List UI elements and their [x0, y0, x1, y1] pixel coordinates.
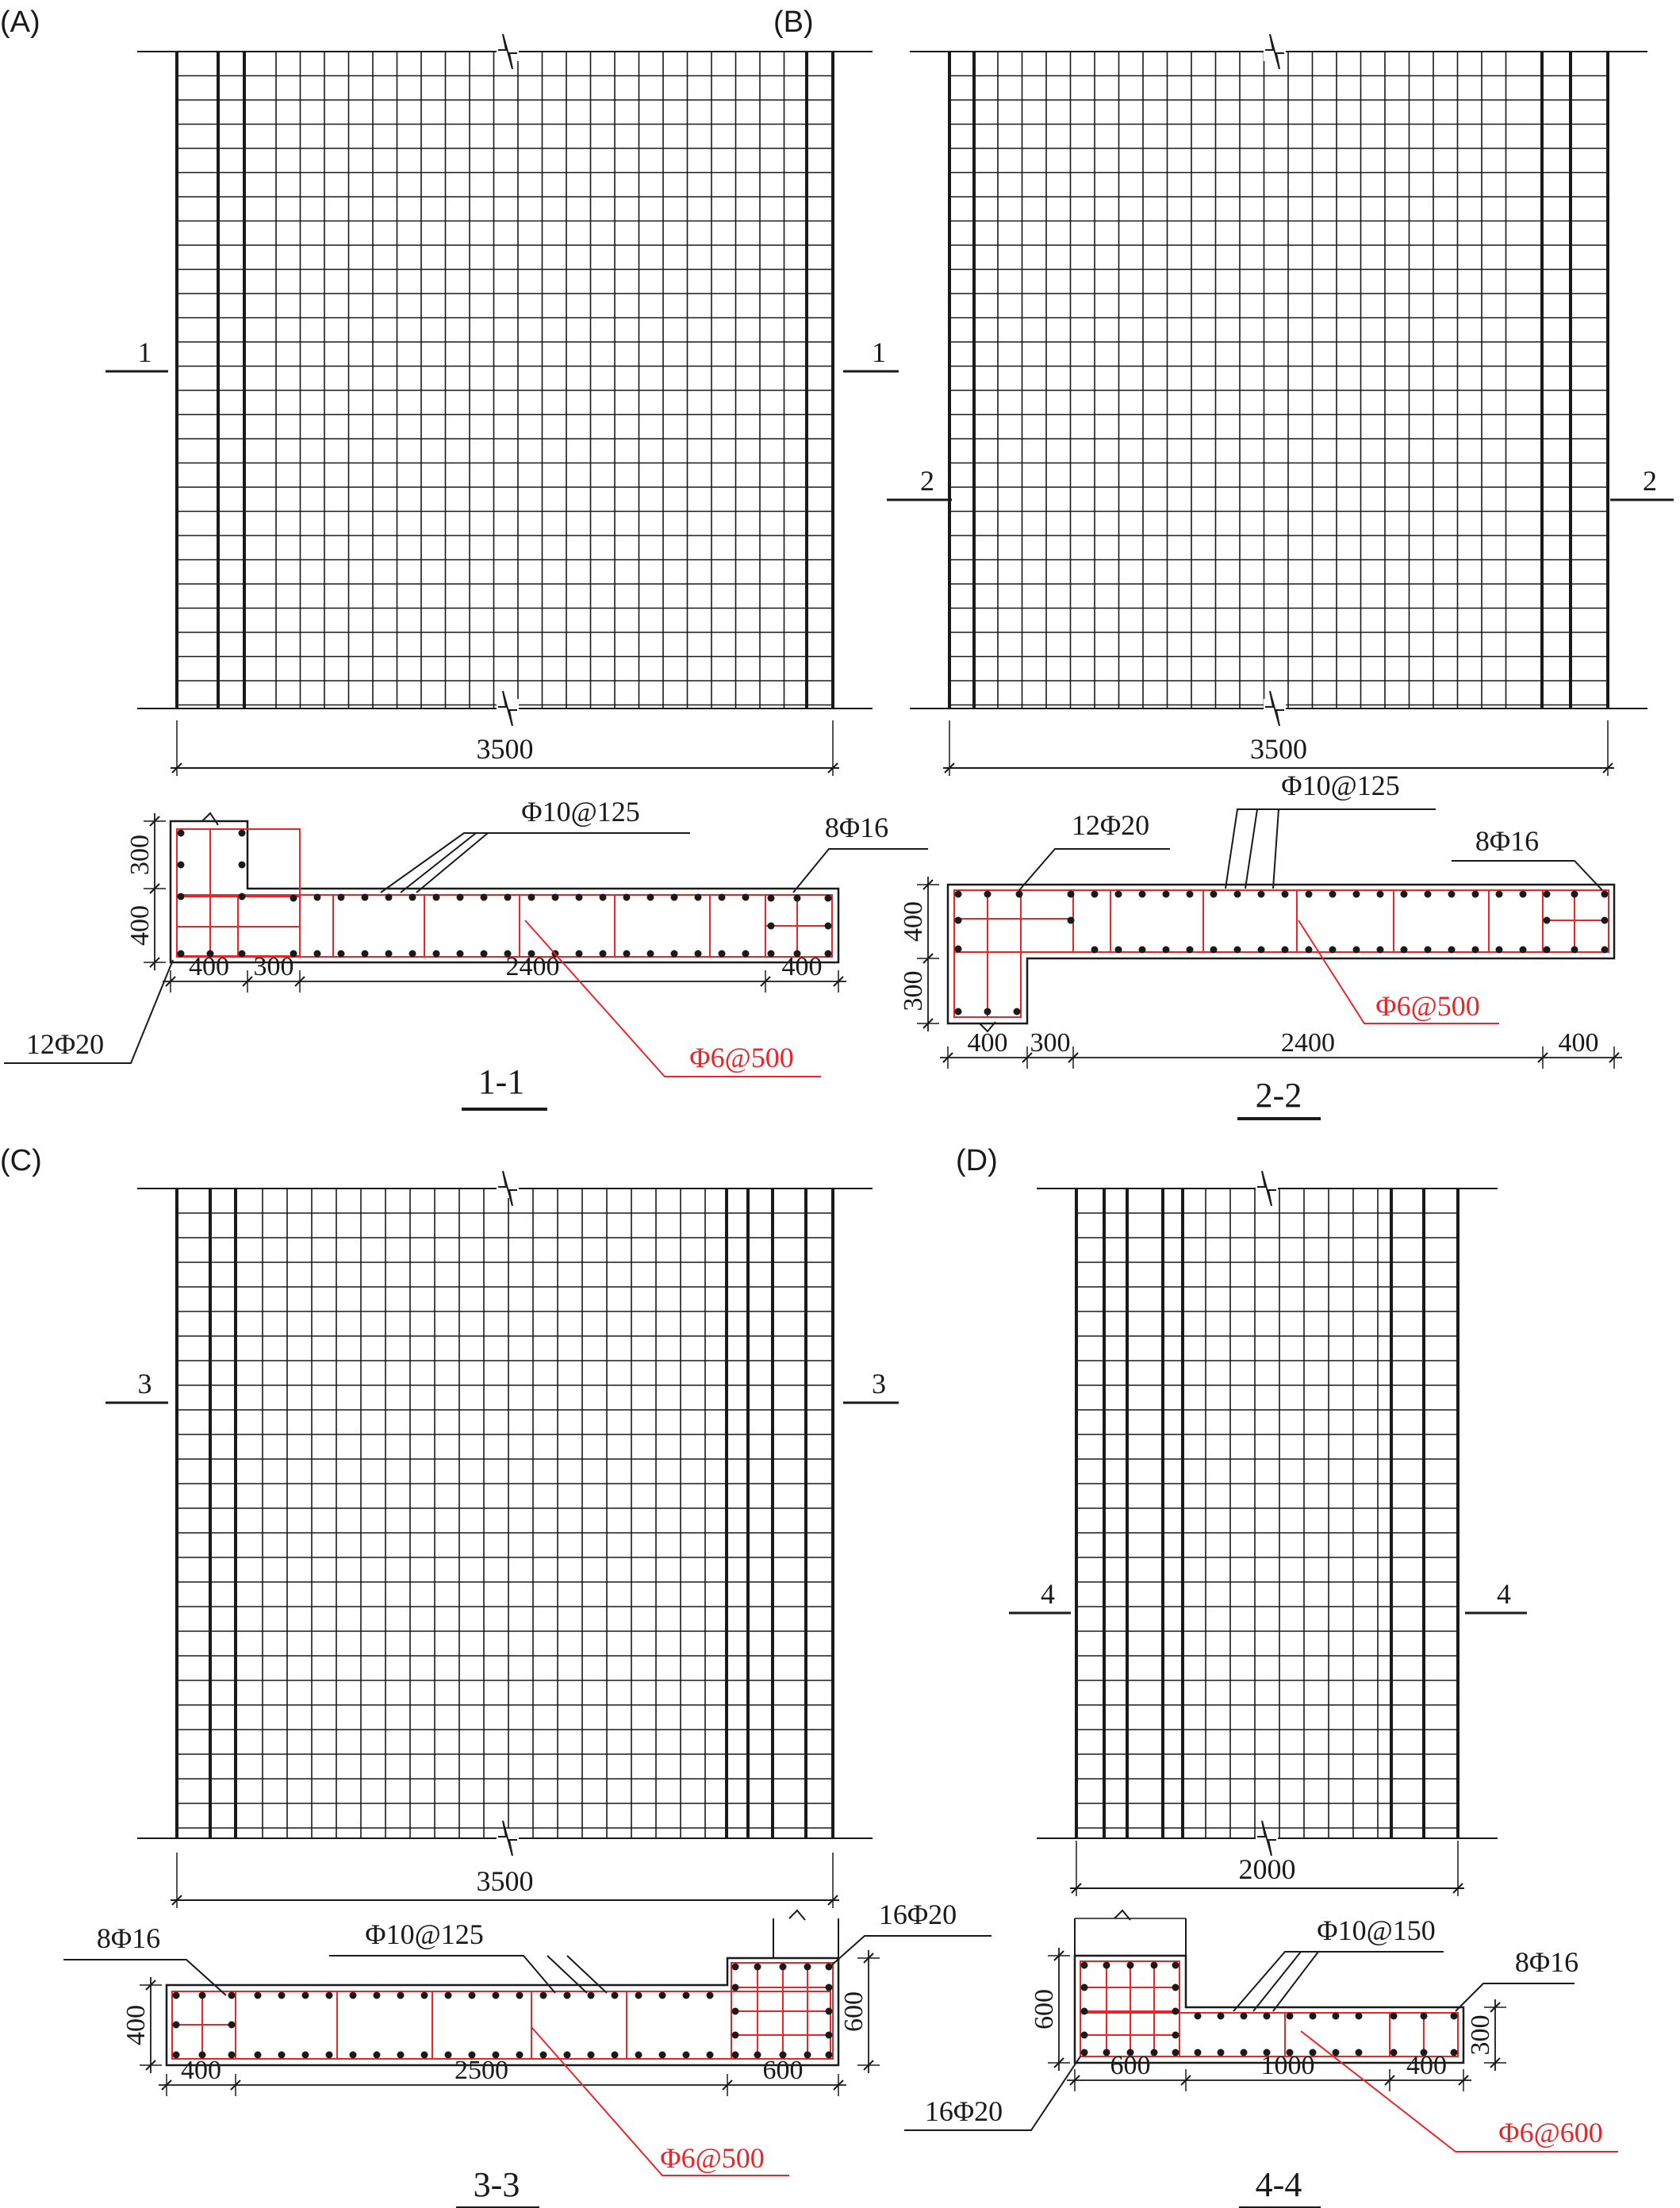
- section-dimension: 300: [125, 835, 155, 875]
- tie-annotation: Φ6@500: [1375, 990, 1480, 1022]
- rebar-dot: [173, 2022, 180, 2029]
- rebar-dot: [754, 2052, 761, 2059]
- rebar-dot: [540, 1992, 547, 1999]
- rebar-dot: [1353, 947, 1360, 954]
- rebar-dot: [588, 1992, 595, 1999]
- rebar-dot: [600, 950, 607, 958]
- rebar-dot: [1356, 2013, 1363, 2020]
- section-dimension: 600: [839, 1991, 869, 2032]
- rebar-dot: [1353, 891, 1360, 898]
- section-outline: [948, 885, 1614, 1023]
- rebar-dot: [278, 1992, 286, 1999]
- elevation-panel: [1009, 1171, 1527, 1896]
- rebar-dot: [1448, 947, 1456, 954]
- leader-line: [1225, 809, 1436, 889]
- rebar-dot: [623, 950, 631, 958]
- rebar-dot: [768, 895, 775, 902]
- leader-line: [1273, 809, 1279, 889]
- rebar-dot: [1306, 947, 1313, 954]
- leader-line: [401, 833, 476, 893]
- rebar-dot: [612, 1992, 619, 1999]
- rebar-dot: [1571, 891, 1578, 898]
- section-dimension: 400: [1558, 1028, 1599, 1058]
- rebar-dot: [671, 950, 678, 958]
- rebar-dot: [659, 1992, 666, 1999]
- rebar-dot: [338, 950, 345, 958]
- rebar-dot: [493, 1992, 500, 1999]
- leader-line: [1245, 809, 1257, 889]
- rebar-dot: [1601, 891, 1609, 898]
- rebar-dot: [302, 1992, 309, 1999]
- cut-mark-label: 4: [1497, 1578, 1511, 1610]
- rebar-dot: [374, 1992, 381, 1999]
- section-dimension: 300: [899, 970, 928, 1012]
- rebar-dot: [955, 891, 962, 898]
- rebar-dot: [1310, 2013, 1317, 2020]
- rebar-dot: [516, 1992, 524, 1999]
- rebar-dot: [564, 1992, 571, 1999]
- rebar-dot: [469, 1992, 476, 1999]
- panel-label: (A): [0, 6, 40, 39]
- rebar-dot: [768, 950, 775, 958]
- rebar-dot: [826, 2032, 833, 2039]
- rebar-dot: [826, 2008, 833, 2015]
- rebar-dot: [804, 2052, 811, 2059]
- rebar-dot: [421, 2052, 428, 2059]
- section-dimension: 400: [125, 905, 155, 946]
- rebar-annotation: 16Φ20: [878, 1899, 957, 1930]
- elevation-panel: [105, 34, 899, 776]
- rebar-dot: [228, 1992, 236, 1999]
- rebar-dot: [528, 894, 535, 901]
- section-dimension: 400: [181, 2056, 221, 2085]
- width-dimension: 3500: [1250, 733, 1307, 765]
- rebar-dot: [228, 2052, 236, 2059]
- rebar-dot: [362, 950, 369, 958]
- rebar-dot: [504, 894, 512, 901]
- rebar-dot: [742, 950, 750, 958]
- rebar-dot: [647, 950, 654, 958]
- rebar-dot: [173, 1992, 180, 1999]
- rebar-dot: [659, 2052, 666, 2059]
- section-title: 1-1: [478, 1062, 525, 1101]
- rebar-dot: [1333, 2049, 1340, 2056]
- rebar-dot: [1287, 2013, 1294, 2020]
- rebar-dot: [825, 923, 832, 930]
- section-dimension: 2400: [505, 952, 560, 981]
- rebar-dot: [385, 894, 393, 901]
- section-dimension: 600: [1030, 1989, 1059, 2029]
- rebar-dot: [1241, 2013, 1248, 2020]
- rebar-dot: [178, 893, 185, 900]
- stirrup: [954, 890, 1073, 952]
- section-dimension: 1000: [1260, 2051, 1315, 2080]
- rebar-annotation: 8Φ16: [824, 812, 889, 843]
- rebar-dot: [1172, 2032, 1179, 2039]
- rebar-dot: [1451, 2013, 1458, 2020]
- section-outline: [171, 821, 838, 962]
- rebar-dot: [445, 1992, 452, 1999]
- rebar-annotation: Φ10@125: [1281, 770, 1400, 801]
- panel-label: (B): [773, 6, 814, 39]
- elevation-panel: [105, 1171, 899, 1908]
- cut-mark-label: 2: [920, 465, 934, 497]
- rebar-dot: [1390, 2013, 1398, 2020]
- rebar-dot: [635, 2052, 642, 2059]
- cut-mark-label: 1: [872, 336, 886, 368]
- rebar-dot: [683, 2052, 690, 2059]
- rebar-dot: [397, 2052, 405, 2059]
- leader-line: [793, 849, 928, 893]
- section-dimension: 400: [121, 2005, 151, 2045]
- rebar-annotation: 12Φ20: [25, 1028, 105, 1060]
- rebar-dot: [314, 894, 321, 901]
- rebar-dot: [955, 917, 962, 924]
- section-dimension: 600: [762, 2056, 804, 2085]
- cut-mark-label: 3: [137, 1368, 152, 1400]
- rebar-annotation: 8Φ16: [96, 1922, 161, 1954]
- rebar-dot: [255, 2052, 262, 2059]
- rebar-dot: [1306, 891, 1313, 898]
- rebar-dot: [955, 1008, 962, 1016]
- rebar-dot: [1163, 947, 1170, 954]
- rebar-dot: [1264, 2013, 1271, 2020]
- rebar-dot: [385, 950, 393, 958]
- rebar-dot: [635, 1992, 642, 1999]
- rebar-dot: [326, 1992, 333, 1999]
- rebar-dot: [1425, 891, 1432, 898]
- rebar-dot: [804, 1964, 811, 1971]
- rebar-dot: [552, 894, 559, 901]
- cut-mark-label: 2: [1643, 465, 1657, 497]
- cut-mark-label: 3: [872, 1368, 886, 1400]
- rebar-dot: [1081, 2049, 1088, 2056]
- rebar-dot: [1081, 1962, 1088, 1969]
- rebar-dot: [1151, 1962, 1158, 1969]
- rebar-dot: [1544, 891, 1551, 898]
- rebar-dot: [1258, 947, 1265, 954]
- rebar-dot: [732, 2008, 739, 2015]
- rebar-dot: [239, 893, 246, 900]
- rebar-dot: [1472, 947, 1479, 954]
- rebar-dot: [1571, 947, 1578, 954]
- width-dimension: 3500: [476, 1865, 534, 1897]
- rebar-dot: [290, 895, 297, 902]
- cut-mark-label: 1: [137, 336, 152, 368]
- rebar-dot: [1234, 891, 1241, 898]
- section-title: 4-4: [1255, 2165, 1302, 2204]
- width-dimension: 2000: [1238, 1853, 1296, 1885]
- panel-label: (D): [956, 1144, 998, 1177]
- rebar-dot: [1016, 891, 1023, 898]
- rebar-dot: [1377, 947, 1384, 954]
- rebar-dot: [255, 1992, 262, 1999]
- rebar-dot: [481, 894, 488, 901]
- rebar-dot: [326, 2052, 333, 2059]
- rebar-dot: [228, 2022, 236, 2029]
- leader-line: [829, 1936, 992, 1968]
- rebar-annotation: Φ10@150: [1317, 1914, 1436, 1946]
- rebar-dot: [409, 950, 416, 958]
- rebar-dot: [1103, 2049, 1110, 2056]
- rebar-dot: [1172, 1984, 1179, 1991]
- rebar-dot: [1282, 947, 1289, 954]
- rebar-dot: [1377, 891, 1384, 898]
- tie-annotation: Φ6@500: [660, 2142, 765, 2174]
- rebar-dot: [1151, 2049, 1158, 2056]
- rebar-dot: [314, 950, 321, 958]
- rebar-dot: [1496, 891, 1503, 898]
- rebar-dot: [1282, 891, 1289, 898]
- stirrup: [954, 890, 1609, 952]
- rebar-dot: [516, 2052, 524, 2059]
- rebar-dot: [1472, 891, 1479, 898]
- rebar-dot: [1401, 891, 1408, 898]
- leader-line: [1456, 1983, 1575, 2011]
- rebar-dot: [600, 894, 607, 901]
- leader-line: [63, 1960, 226, 1995]
- rebar-dot: [683, 1992, 690, 1999]
- rebar-dot: [1139, 947, 1146, 954]
- section-title: 3-3: [473, 2165, 520, 2204]
- rebar-dot: [540, 2052, 547, 2059]
- rebar-dot: [1258, 891, 1265, 898]
- rebar-dot: [1451, 2049, 1458, 2056]
- rebar-dot: [1187, 947, 1194, 954]
- elevation-panel: [887, 34, 1674, 776]
- rebar-dot: [780, 1964, 787, 1971]
- rebar-dot: [1014, 1008, 1021, 1016]
- rebar-dot: [576, 950, 583, 958]
- rebar-dot: [421, 1992, 428, 1999]
- rebar-annotation: 8Φ16: [1475, 825, 1540, 857]
- rebar-dot: [178, 830, 185, 837]
- rebar-dot: [695, 950, 702, 958]
- section-title: 2-2: [1255, 1076, 1302, 1115]
- rebar-annotation: Φ10@125: [521, 796, 640, 828]
- section-dimension: 300: [1466, 2014, 1495, 2056]
- rebar-dot: [742, 894, 750, 901]
- rebar-dot: [1091, 947, 1099, 954]
- leader-line: [547, 1956, 587, 1993]
- leader-line: [1273, 1952, 1318, 2011]
- section-dimension: 400: [967, 1028, 1008, 1058]
- rebar-dot: [239, 950, 246, 958]
- section-dimension: 2500: [455, 2056, 508, 2085]
- rebar-dot: [350, 1992, 357, 1999]
- rebar-dot: [1234, 947, 1241, 954]
- rebar-dot: [768, 923, 775, 930]
- rebar-dot: [1520, 891, 1527, 898]
- rebar-dot: [445, 2052, 452, 2059]
- tie-annotation: Φ6@600: [1498, 2117, 1603, 2148]
- rebar-dot: [1187, 891, 1194, 898]
- rebar-dot: [1210, 891, 1218, 898]
- rebar-dot: [1544, 947, 1551, 954]
- section-dimension: 2400: [1281, 1028, 1335, 1058]
- rebar-dot: [955, 946, 962, 953]
- rebar-dot: [350, 2052, 357, 2059]
- rebar-dot: [825, 950, 832, 958]
- drawing-labels: [0, 6, 1657, 2204]
- rebar-dot: [647, 894, 654, 901]
- rebar-dot: [707, 1992, 714, 1999]
- rebar-dot: [1195, 2013, 1202, 2020]
- rebar-dot: [374, 2052, 381, 2059]
- wall-elevations: [105, 34, 1674, 1908]
- leader-line: [1233, 1952, 1444, 2011]
- rebar-dot: [1163, 891, 1170, 898]
- rebar-dot: [732, 1964, 739, 1971]
- rebar-dot: [576, 894, 583, 901]
- rebar-dot: [826, 1984, 833, 1991]
- rebar-dot: [1421, 2013, 1428, 2020]
- section-dimension: 600: [1110, 2051, 1151, 2080]
- rebar-dot: [1081, 2032, 1088, 2039]
- leader-line: [567, 1956, 607, 1993]
- rebar-dot: [1390, 2049, 1398, 2056]
- rebar-dot: [671, 894, 678, 901]
- rebar-dot: [1195, 2049, 1202, 2056]
- rebar-dot: [1356, 2049, 1363, 2056]
- rebar-dot: [695, 894, 702, 901]
- rebar-dot: [719, 950, 726, 958]
- rebar-dot: [1333, 2013, 1340, 2020]
- tie-annotation: Φ6@500: [689, 1042, 794, 1073]
- rebar-dot: [1601, 917, 1609, 924]
- rebar-dot: [239, 830, 246, 837]
- rebar-dot: [754, 1964, 761, 1971]
- leader-line: [1452, 861, 1602, 890]
- rebar-dot: [1172, 2008, 1179, 2015]
- rebar-dot: [278, 2052, 286, 2059]
- rebar-dot: [1139, 891, 1146, 898]
- section-outline: [1075, 1956, 1463, 2063]
- rebar-dot: [173, 2052, 180, 2059]
- rebar-dot: [1401, 947, 1408, 954]
- rebar-dot: [1425, 947, 1432, 954]
- rebar-dot: [1068, 891, 1075, 898]
- rebar-dot: [1601, 947, 1609, 954]
- rebar-dot: [481, 950, 488, 958]
- rebar-dot: [338, 894, 345, 901]
- rebar-dot: [1103, 1962, 1110, 1969]
- rebar-dot: [433, 894, 440, 901]
- rebar-dot: [732, 1984, 739, 1991]
- rebar-dot: [707, 2052, 714, 2059]
- section-dimension: 400: [899, 901, 928, 942]
- rebar-dot: [588, 2052, 595, 2059]
- rebar-dot: [1091, 891, 1099, 898]
- rebar-dot: [457, 950, 464, 958]
- rebar-dot: [1081, 1984, 1088, 1991]
- rebar-dot: [984, 1008, 992, 1016]
- rebar-dot: [1068, 917, 1075, 924]
- rebar-dot: [794, 895, 801, 902]
- rebar-dot: [564, 2052, 571, 2059]
- rebar-dot: [1329, 891, 1337, 898]
- rebar-dot: [433, 950, 440, 958]
- rebar-dot: [826, 2052, 833, 2059]
- rebar-dot: [409, 894, 416, 901]
- rebar-dot: [732, 2032, 739, 2039]
- rebar-dot: [719, 894, 726, 901]
- rebar-dot: [612, 2052, 619, 2059]
- rebar-dot: [178, 950, 185, 958]
- rebar-dot: [1218, 2049, 1225, 2056]
- rebar-dot: [1496, 947, 1503, 954]
- section-dimension: 400: [1406, 2051, 1447, 2080]
- leader-line: [329, 1956, 555, 1993]
- rebar-dot: [1172, 2049, 1179, 2056]
- cut-mark-label: 4: [1041, 1578, 1055, 1610]
- rebar-annotation: Φ10@125: [365, 1918, 484, 1950]
- rebar-dot: [1520, 947, 1527, 954]
- rebar-dot: [623, 894, 631, 901]
- rebar-dot: [1210, 947, 1218, 954]
- rebar-dot: [302, 2052, 309, 2059]
- rebar-dot: [1241, 2049, 1248, 2056]
- rebar-dot: [732, 2052, 739, 2059]
- rebar-dot: [1172, 1962, 1179, 1969]
- rebar-dot: [397, 1992, 405, 1999]
- rebar-dot: [239, 862, 246, 869]
- rebar-dot: [199, 1992, 206, 1999]
- rebar-annotation: 8Φ16: [1514, 1946, 1579, 1978]
- rebar-annotation: 12Φ20: [1071, 809, 1150, 841]
- panel-label: (C): [0, 1144, 42, 1177]
- rebar-annotation: 16Φ20: [924, 2095, 1003, 2127]
- rebar-dot: [984, 891, 992, 898]
- rebar-dot: [362, 894, 369, 901]
- rebar-dot: [1115, 947, 1122, 954]
- rebar-dot: [1127, 1962, 1134, 1969]
- width-dimension: 3500: [476, 733, 534, 765]
- section-dimension: 400: [781, 952, 823, 981]
- rebar-dot: [1448, 891, 1456, 898]
- rebar-dot: [178, 862, 185, 869]
- rebar-dot: [1218, 2013, 1225, 2020]
- section-dimension: 400: [189, 952, 229, 981]
- section-dimension: 300: [253, 952, 294, 981]
- break-symbol: [202, 813, 218, 825]
- rebar-dot: [1329, 947, 1337, 954]
- rebar-dot: [1115, 891, 1122, 898]
- break-symbol: [789, 1910, 805, 1920]
- rebar-dot: [457, 894, 464, 901]
- rebar-dot: [825, 895, 832, 902]
- rebar-dot: [1081, 2008, 1088, 2015]
- section-dimension: 300: [1030, 1028, 1071, 1058]
- rebar-dot: [1544, 917, 1551, 924]
